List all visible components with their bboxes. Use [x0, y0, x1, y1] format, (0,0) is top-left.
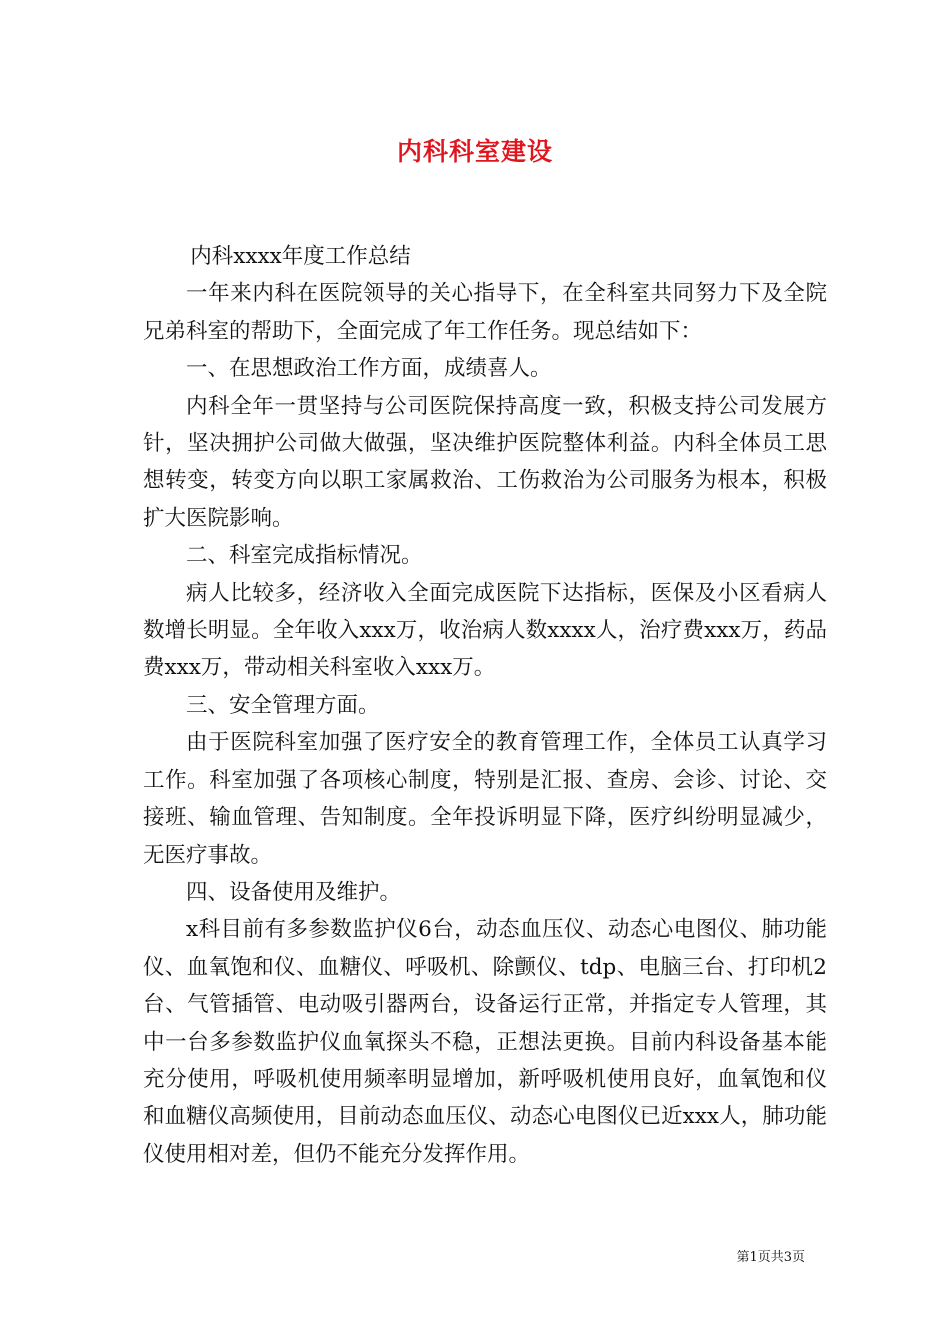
document-title: 内科科室建设	[396, 137, 553, 166]
paragraph-intro: 一年来内科在医院领导的关心指导下，在全科室共同努力下及全院兄弟科室的帮助下，全面完成了年工作任务。现总结如下：	[143, 281, 827, 344]
section-heading-1: 一、在思想政治工作方面，成绩喜人。	[186, 356, 552, 382]
document-body	[143, 238, 827, 1173]
paragraph-section-4: x科目前有多参数监护仪6台，动态血压仪、动态心电图仪、肺功能仪、血氧饱和仪、血糖仪、呼吸机、除颤仪、tdp、电脑三台、打印机2台、气管插管、电动吸引器两台，设备运行正常，并指定专人管理，其中一台多参数监护仪血氧探头不稳，正想法更换。目前内科设备基本能充分使用，呼吸机使用频率明显增加，新呼吸机使用良好，血氧饱和仪和血糖仪高频使用，目前动态血压仪、动态心电图仪已近xxx人，肺功能仪使用相对差，但仍不能充分发挥作用。	[143, 917, 827, 1167]
paragraph-section-1: 内科全年一贯坚持与公司医院保持高度一致，积极支持公司发展方针，坚决拥护公司做大做强，坚决维护医院整体利益。内科全体员工思想转变，转变方向以职工家属救治、工伤救治为公司服务为根本，积极扩大医院影响。	[143, 393, 827, 531]
paragraph-subtitle: 内科xxxx年度工作总结	[190, 244, 411, 269]
paragraph-section-2: 病人比较多，经济收入全面完成医院下达指标，医保及小区看病人数增长明显。全年收入xxx万，收治病人数xxxx人，治疗费xxx万，药品费xxx万，带动相关科室收入xxx万。	[143, 580, 827, 681]
paragraph-section-3: 由于医院科室加强了医疗安全的教育管理工作，全体员工认真学习工作。科室加强了各项核心制度，特别是汇报、查房、会诊、讨论、交接班、输血管理、告知制度。全年投诉明显下降，医疗纠纷明显减少，无医疗事故。	[143, 730, 827, 868]
section-heading-4: 四、设备使用及维护。	[186, 879, 402, 905]
section-heading-2: 二、科室完成指标情况。	[186, 543, 423, 569]
section-heading-3: 三、安全管理方面。	[186, 692, 380, 718]
page-number-footer: 第1页共3页	[736, 1250, 805, 1265]
